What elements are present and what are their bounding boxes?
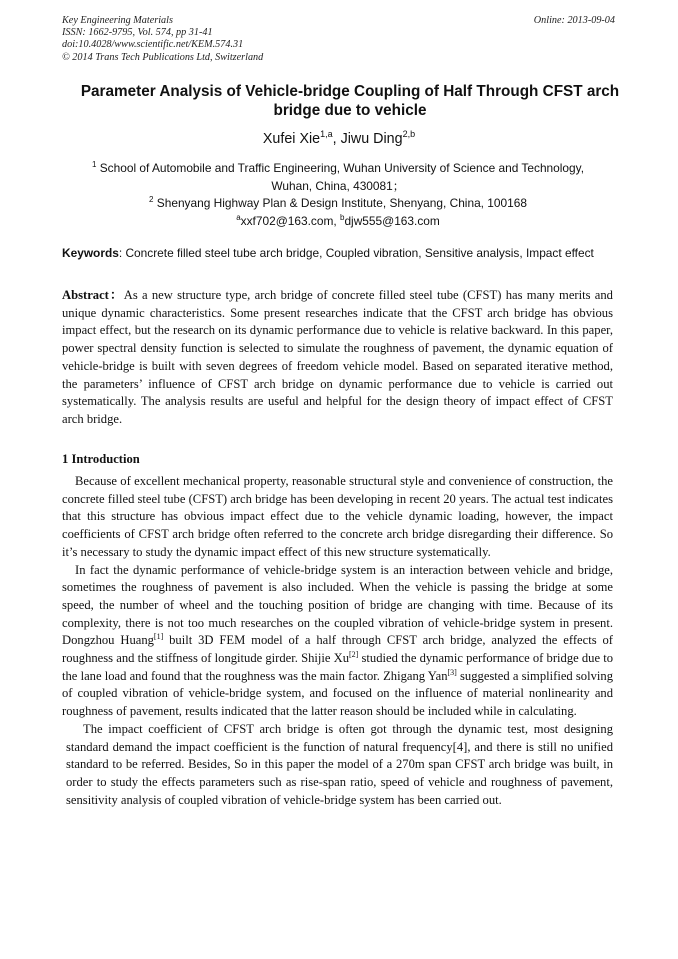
affiliations: [62, 160, 614, 230]
paragraph-text: suggested a simplified solving of coupled vibration of vehicle-bridge system, and focused on the influence of material nonlinearity and roughness of pavement, results indicated that the latter reason should be included while in calculating.: [62, 668, 613, 719]
paragraph: Because of excellent mechanical property, reasonable structural style and convenience of construction, the concrete filled steel tube (CFST) arch bridge has been developing in recent 20 years. The actual test indicates that this structure has obvious impact effect due to the vehicle dynamic loading, however, the impact coefficients of CFST arch bridge often referred to the concrete arch bridge disregarding their difference. So it’s necessary to study the dynamic impact effect of this new structure systematically.: [62, 474, 613, 559]
author-sup: 2,b: [402, 129, 416, 139]
journal-name: Key Engineering Materials: [62, 15, 173, 26]
citation[interactable]: [3]: [447, 667, 457, 677]
paragraph: The impact coefficient of CFST arch bridge is often got through the dynamic test, most designing standard demand the impact coefficient is the function of natural frequency[4], and there is still no unified standard to be referred. Besides, So in this paper the model of a 270m span CFST arch bridge was built, in order to study the effects parameters such as rise-span ratio, speed of vehicle and roughness of pavement, sensitivity analysis of coupled vibration of vehicle-bridge system has been carried out.: [66, 721, 613, 807]
paper-title: Parameter Analysis of Vehicle-bridge Coupling of Half Through CFST arch bridge due to vehicle: [80, 83, 620, 119]
affiliation-sup: 2: [149, 195, 154, 204]
author-name: Jiwu Ding: [340, 131, 403, 147]
paragraph-text: studied the dynamic performance of bridge due to the lane load and found that the roughness was the main factor. Zhigang Yan: [62, 651, 613, 683]
section-heading: 1 Introduction: [62, 452, 140, 466]
affiliation-sup: 1: [91, 160, 97, 169]
affiliation-line: Wuhan, China, 430081；: [271, 178, 405, 193]
email-link[interactable]: djw555@163.com: [344, 213, 440, 228]
author-name: Xufei Xie: [262, 131, 321, 147]
author-sup: 1,a: [320, 129, 333, 139]
abstract: [62, 287, 613, 429]
section-body: [62, 473, 613, 809]
affiliation-line: [62, 195, 614, 213]
citation[interactable]: [2]: [349, 650, 359, 660]
paragraph-text: In fact the dynamic performance of vehicle-bridge system is an interaction between vehicle and bridge, sometimes the roughness of pavement is also included. When the vehicle is passing the bridge at some speed, the number of wheel and the touching position of bridge are changing with time. Because of its complexity, there is not too much researches on the coupled vibration of vehicle-bridge system in present. Dongzhou Huang: [62, 562, 613, 648]
keywords-text: : Concrete filled steel tube arch bridge, Coupled vibration, Sensitive analysis, Impact effect: [118, 246, 594, 260]
journal-header: [62, 15, 263, 64]
email-sup: b: [339, 212, 345, 222]
abstract-text: As a new structure type, arch bridge of concrete filled steel tube (CFST) has many merits and unique dynamic characteristics. Some present researches indicate that the CFST arch bridge has obvious impact effect, but the research on its dynamic performance due to vehicle is relative backward. In this paper, power spectral density function is selected to simulate the roughness of pavement, the dynamic equation of vehicle-bridge is built with seven degrees of freedom vehicle model. Based on separated iterative method, the parameters’ influence of CFST arch bridge on dynamic performance due to vehicle is carried out systematically. The analysis results are useful and helpful for the design theory of impact effect of CFST arch bridge.: [62, 288, 613, 426]
keywords-label: Keywords: [62, 246, 119, 260]
online-date: Online: 2013-09-04: [533, 15, 615, 26]
issn-line: ISSN: 1662-9795, Vol. 574, pp 31-41: [62, 27, 213, 39]
author-separator: ,: [332, 131, 341, 147]
affiliation-text: School of Automobile and Traffic Engineering, Wuhan University of Science and Technology,: [96, 161, 585, 175]
email-line: [62, 213, 614, 231]
paragraph-text: built 3D FEM model of a half through CFST arch bridge, analyzed the effects of roughness and the stiffness of longitude girder. Shijie Xu: [62, 633, 613, 666]
email-sup: a: [236, 212, 241, 222]
copyright-line: © 2014 Trans Tech Publications Ltd, Switzerland: [62, 51, 264, 63]
keywords: [62, 244, 613, 262]
email-link[interactable]: xxf702@163.com,: [240, 213, 340, 228]
abstract-label: Abstract：: [62, 288, 124, 302]
affiliation-text: Shenyang Highway Plan & Design Institute, Shenyang, China, 100168: [153, 196, 527, 210]
affiliation-line: [62, 160, 614, 178]
doi-line: doi:10.4028/www.scientific.net/KEM.574.31: [62, 39, 244, 51]
citation[interactable]: [1]: [153, 632, 164, 642]
paragraph: [62, 562, 613, 721]
author-list: [0, 130, 678, 149]
